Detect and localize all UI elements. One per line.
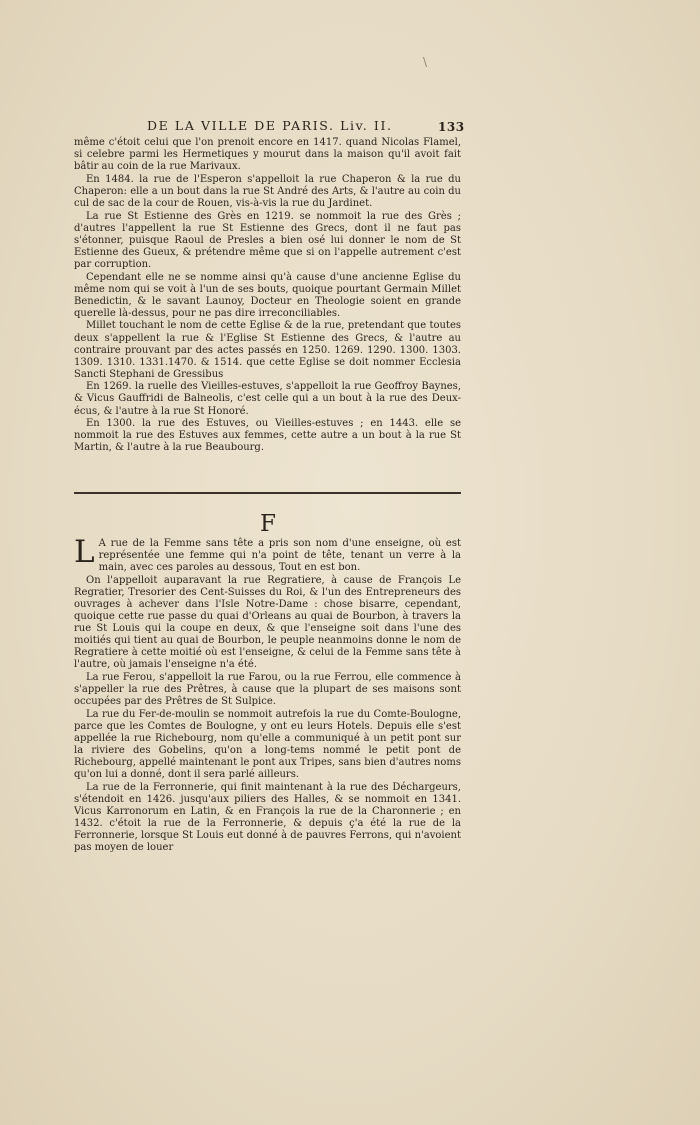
running-title: DE LA VILLE DE PARIS. Liv. II.: [147, 118, 393, 133]
paragraph: En 1484. la rue de l'Esperon s'appelloit la rue Chaperon & la rue du Chaperon: elle a un bout dans la rue St André des Arts, & l'autre au coin du cul de sac de la cour de Rouen, vis-à-vis la rue du Jardinet.: [74, 173, 461, 209]
paragraph: En 1300. la rue des Estuves, ou Vieilles-estuves ; en 1443. elle se nommoit la rue des Estuves aux femmes, cette autre a un bout à la rue St Martin, & l'autre à la rue Beaubourg.: [74, 418, 461, 454]
paragraph: Millet touchant le nom de cette Eglise & de la rue, pretendant que toutes deux s'appellent la rue & l'Eglise St Estienne des Grecs, & l'autre au contraire prouvant par des actes passés en 1250. 1269. 1290. 1300. 1303. 1309. 1310. 1331.1470. & 1514. que cette Eglise se doit nommer Ecclesia Sancti Stephani de Gressibus: [74, 320, 461, 380]
paragraph: même c'étoit celui que l'on prenoit encore en 1417. quand Nicolas Flamel, si celebre parmi les Hermetiques y mourut dans la maison qu'il avoit fait bâtir au coin de la rue Marivaux.: [74, 137, 461, 173]
section-f-text: [74, 534, 461, 854]
ink-mark: \: [423, 55, 428, 69]
paragraph: La rue du Fer-de-moulin se nommoit autrefois la rue du Comte-Boulogne, parce que les Comtes de Boulogne, y ont eu leurs Hotels. Depuis elle s'est appellée la rue Richebourg, nom qu'elle a communiqué à un petit pont sur la riviere des Gobelins, qu'on a long-tems nommé le petit pont de Richebourg, appellé maintenant le pont aux Tripes, sans bien d'autres noms qu'on lui a donné, dont il sera parlé ailleurs.: [74, 708, 461, 781]
paragraph: La rue de la Ferronnerie, qui finit maintenant à la rue des Déchargeurs, s'étendoit en 1426. jusqu'aux piliers des Halles, & se nommoit en 1341. Vicus Karronorum en Latin, & en François la rue de la Charonnerie ; en 1432. c'étoit la rue de la Ferronnerie, & depuis ç'a été la rue de la Ferronnerie, lorsque St Louis eut donné à de pauvres Ferrons, qui n'avoient pas moyen de louer: [74, 781, 461, 854]
opening-paragraph: [74, 534, 461, 574]
opening-text: A rue de la Femme sans tête a pris son nom d'une enseigne, où est représentée une femme qui n'a point de tête, tenant un verre à la main, avec ces paroles au dessous, Tout en est bon.: [98, 538, 461, 574]
section-divider: [74, 492, 461, 494]
paragraph: On l'appelloit auparavant la rue Regratiere, à cause de François Le Regratier, Tresorier des Cent-Suisses du Roi, & l'un des Entrepreneurs des ouvrages à achever dans l'Isle Notre-Dame : chose bisarre, cependant, quoique cette rue passe du quai d'Orleans au quai de Bourbon, à travers la rue St Louis qui la coupe en deux, & que l'enseigne soit dans l'une des moitiés qui tient au quai de Bourbon, le peuple neanmoins donne le nom de Regratiere à cette moitié où est l'enseigne, & celui de la Femme sans tête à l'autre, où jamais l'enseigne n'a été.: [74, 574, 461, 671]
paragraph: Cependant elle ne se nomme ainsi qu'à cause d'une ancienne Eglise du même nom qui se voit à l'un de ses bouts, quoique pourtant Germain Millet Benedictin, & le savant Launoy, Docteur en Theologie soient en grande querelle là-dessus, pour ne pas dire irreconciliables.: [74, 271, 461, 319]
page-number: 133: [438, 120, 465, 134]
section-e-text: [74, 137, 461, 454]
paragraph: La rue St Estienne des Grès en 1219. se nommoit la rue des Grès ; d'autres l'appellent la rue St Estienne des Grecs, dont il ne faut pas s'étonner, puisque Raoul de Presles a bien osé lui donner le nom de St Estienne des Gueux, & prétendre même que si on l'appelle autrement c'est par corruption.: [74, 210, 461, 270]
section-letter: F: [260, 511, 276, 537]
paragraph: La rue Ferou, s'appelloit la rue Farou, ou la rue Ferrou, elle commence à s'appeller la rue des Prêtres, à cause que la plupart de ses maisons sont occupées par des Prêtres de St Sulpice.: [74, 672, 461, 708]
drop-capital: L: [74, 534, 95, 570]
paragraph: En 1269. la ruelle des Vieilles-estuves, s'appelloit la rue Geoffroy Baynes, & Vicus Gauffridi de Balneolis, c'est celle qui a un bout à la rue des Deux-écus, & l'autre à la rue St Honoré.: [74, 381, 461, 417]
